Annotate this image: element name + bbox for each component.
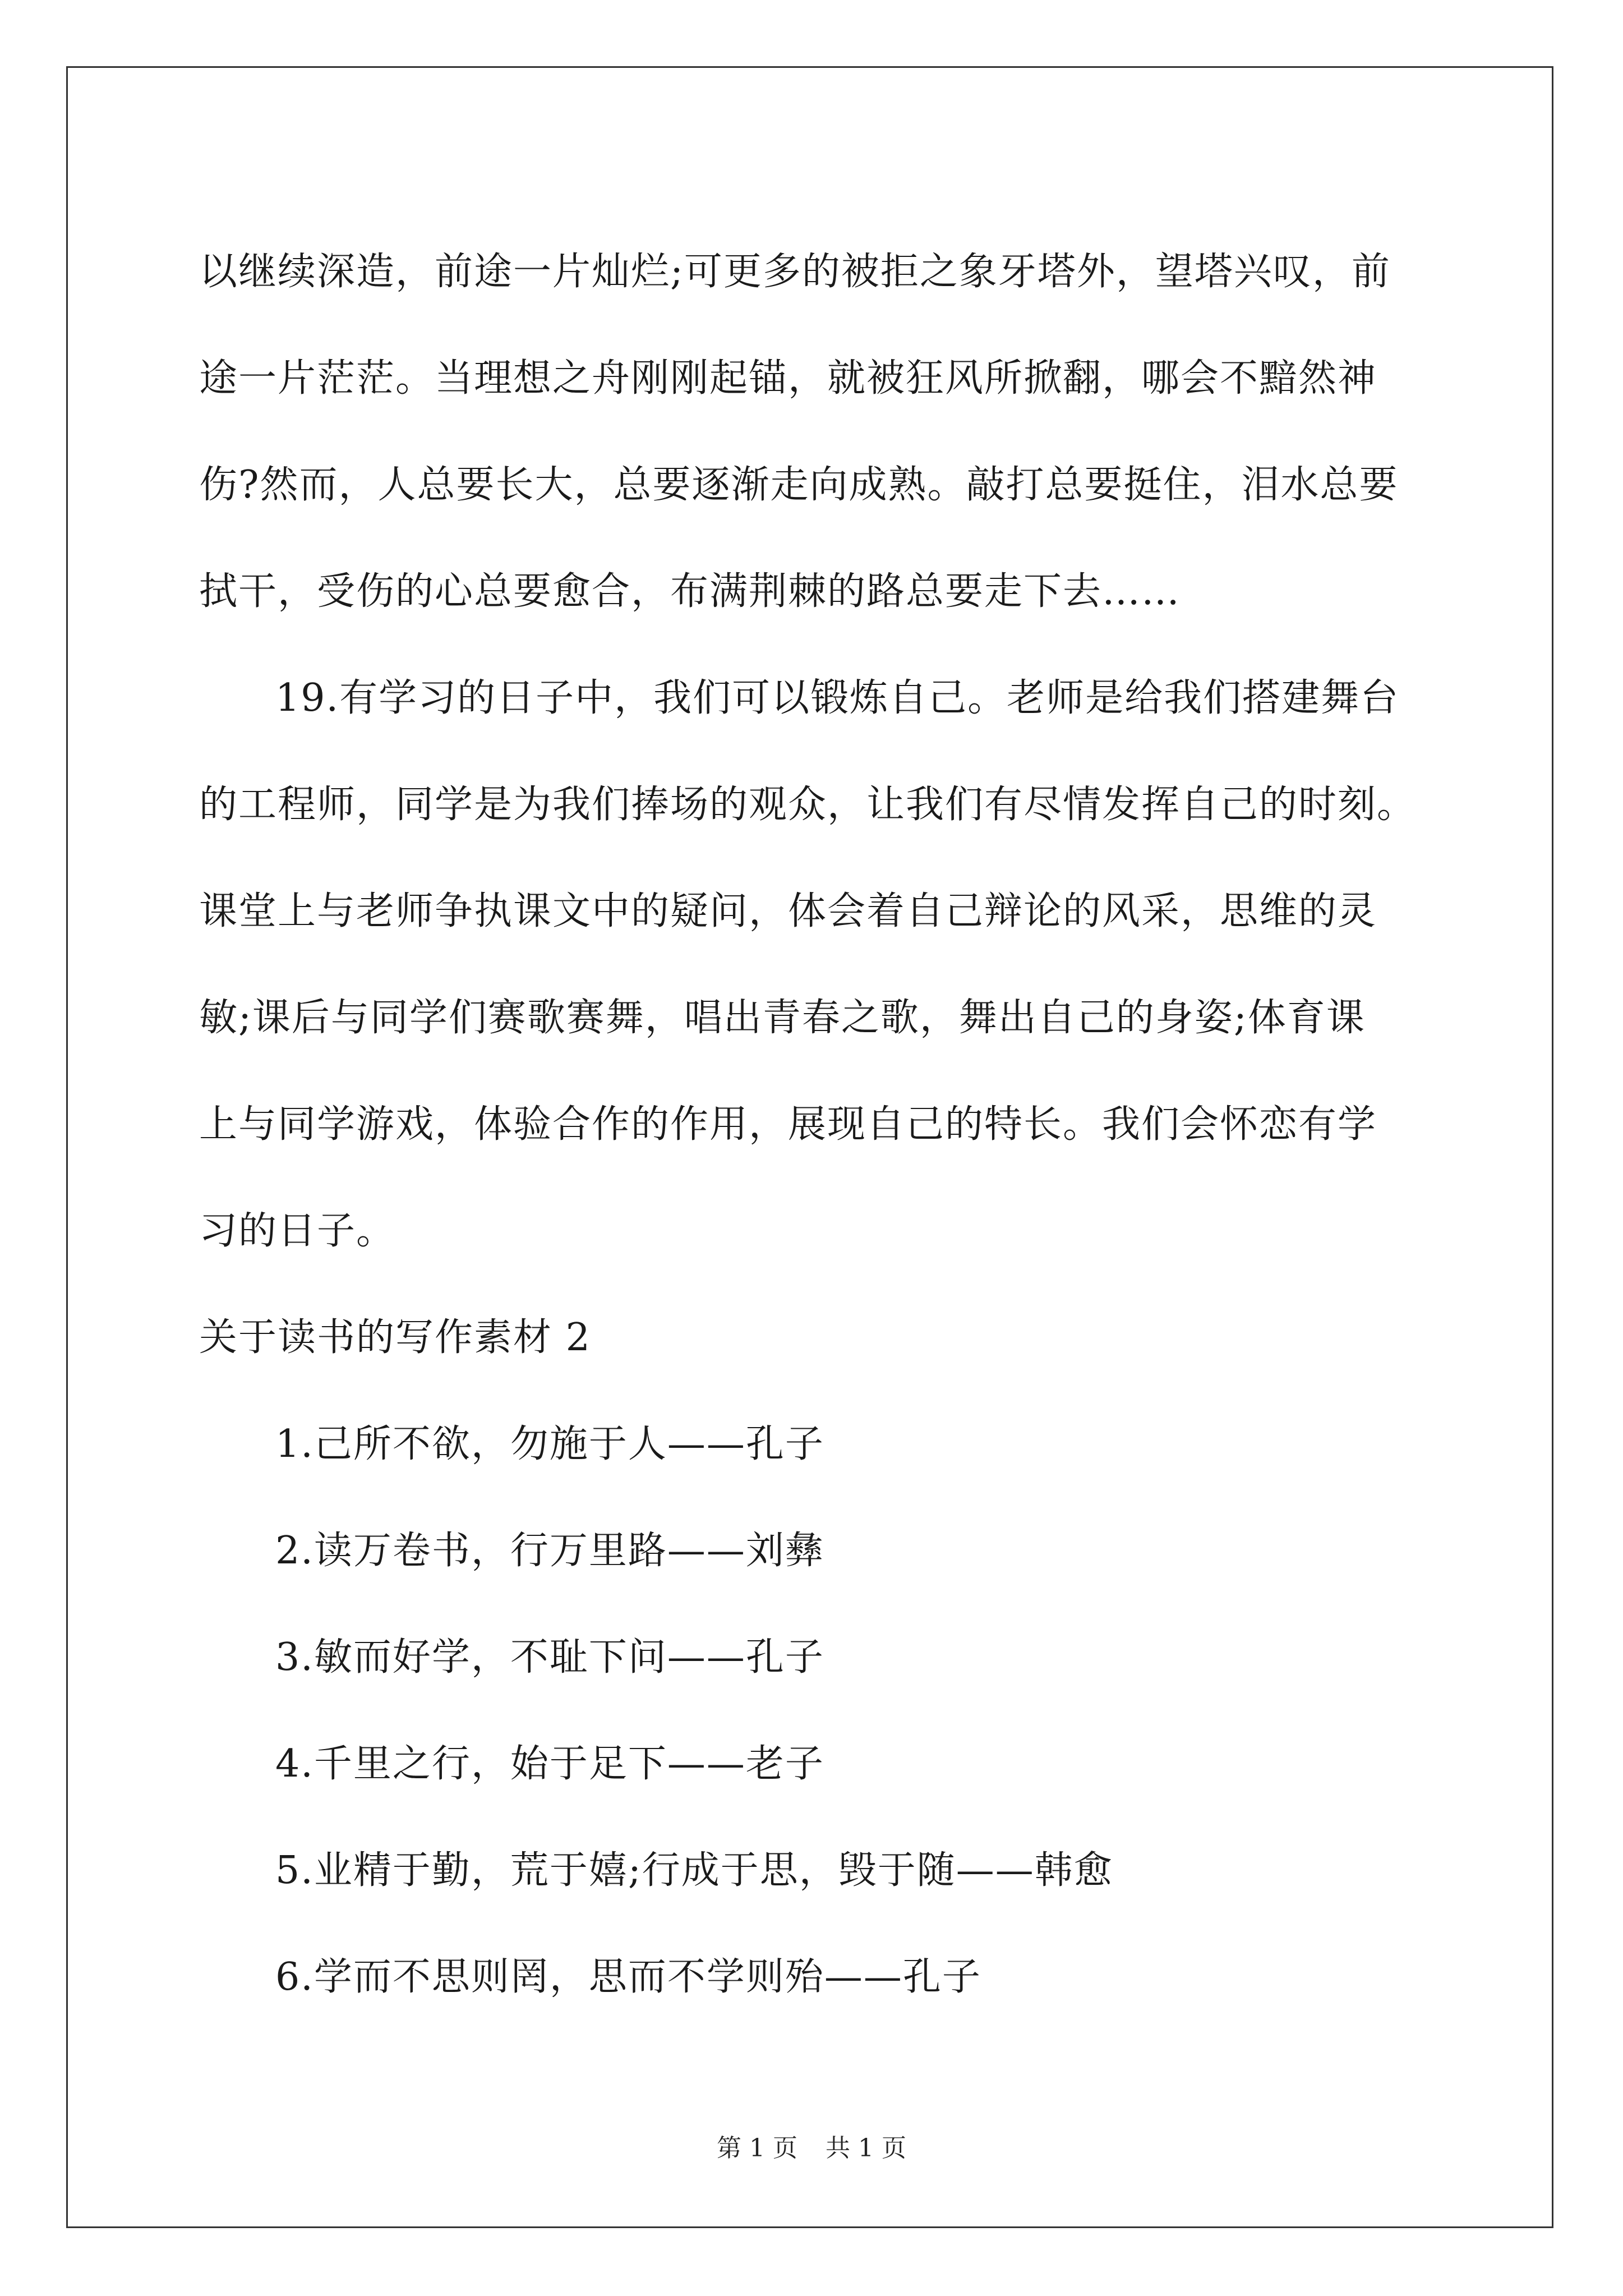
quote-item: 3.敏而好学，不耻下问——孔子 xyxy=(275,1635,824,1680)
quote-item: 6.学而不思则罔，思而不学则殆——孔子 xyxy=(275,1955,981,1999)
paragraph-19 xyxy=(199,645,1455,1285)
text-line: 伤?然而，人总要长大，总要逐渐走向成熟。敲打总要挺住，泪水总要 xyxy=(199,463,1399,507)
text-line: 的工程师，同学是为我们捧场的观众，让我们有尽情发挥自己的时刻。 xyxy=(199,783,1417,827)
quote-list xyxy=(199,1391,1455,2031)
quote-item: 1.己所不欲，勿施于人——孔子 xyxy=(275,1422,824,1466)
paragraph-continuation xyxy=(199,219,1455,645)
page-footer xyxy=(0,2132,1623,2165)
text-line: 以继续深造，前途一片灿烂;可更多的被拒之象牙塔外，望塔兴叹，前 xyxy=(199,250,1391,294)
quote-item: 2.读万卷书，行万里路——刘彝 xyxy=(275,1529,824,1573)
text-line: 课堂上与老师争执课文中的疑问，体会着自己辩论的风采，思维的灵 xyxy=(199,889,1377,933)
text-line: 习的日子。 xyxy=(199,1209,396,1253)
page-number-total: 共 1 页 xyxy=(826,2134,906,2162)
quote-item: 4.千里之行，始于足下——老子 xyxy=(275,1742,824,1786)
text-line: 途一片茫茫。当理想之舟刚刚起锚，就被狂风所掀翻，哪会不黯然神 xyxy=(199,356,1377,401)
text-line: 拭干，受伤的心总要愈合，布满荆棘的路总要走下去…… xyxy=(199,569,1181,614)
text-line: 19.有学习的日子中，我们可以锻炼自己。老师是给我们搭建舞台 xyxy=(275,676,1400,720)
text-line: 上与同学游戏，体验合作的作用，展现自己的特长。我们会怀恋有学 xyxy=(199,1102,1377,1147)
document-body xyxy=(199,219,1455,2031)
page-number-current: 第 1 页 xyxy=(717,2134,797,2162)
section-title: 关于读书的写作素材 2 xyxy=(199,1315,591,1360)
quote-item: 5.业精于勤，荒于嬉;行成于思，毁于随——韩愈 xyxy=(275,1848,1113,1893)
text-line: 敏;课后与同学们赛歌赛舞，唱出青春之歌，舞出自己的身姿;体育课 xyxy=(199,996,1366,1040)
